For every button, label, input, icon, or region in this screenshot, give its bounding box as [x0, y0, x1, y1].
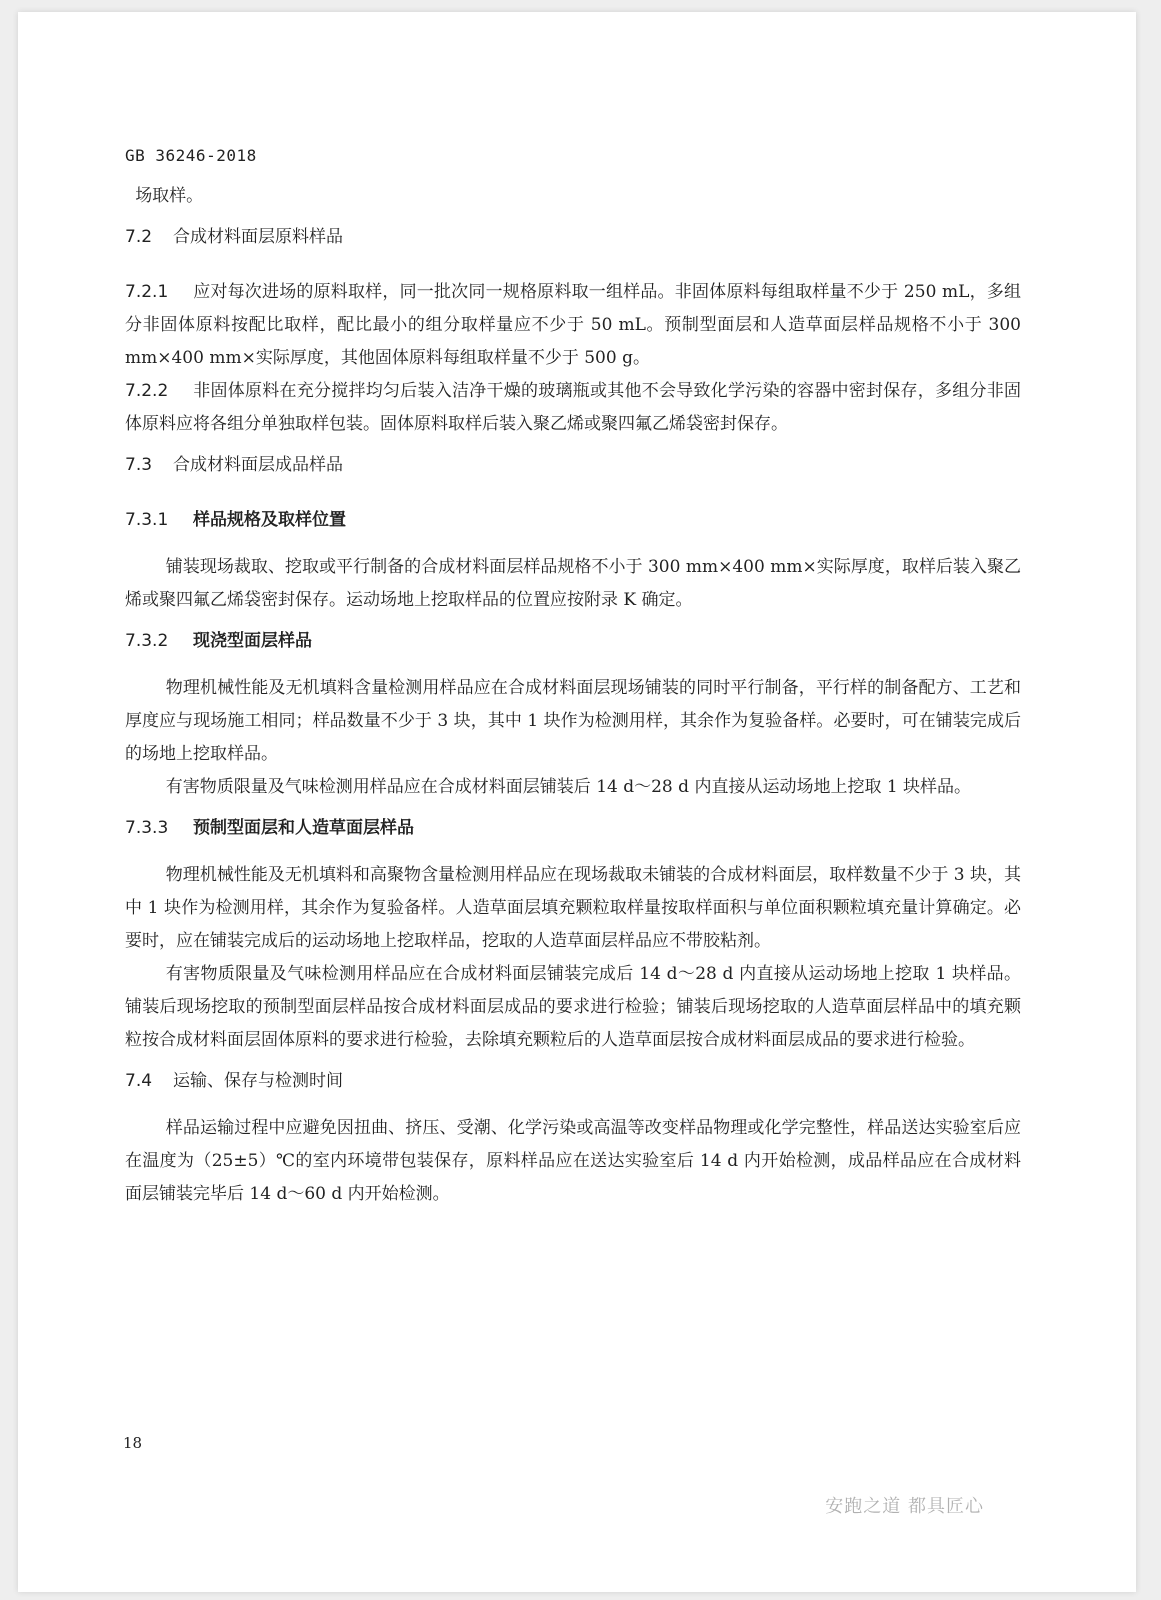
clause-text: 非固体原料在充分搅拌均匀后装入洁净干燥的玻璃瓶或其他不会导致化学污染的容器中密封保存，多组分非固体原料应将各组分单独取样包装。固体原料取样后装入聚乙烯或聚四氟乙烯袋密封保存。 — [125, 381, 1021, 434]
paragraph-7-3-2-b: 有害物质限量及气味检测用样品应在合成材料面层铺装后 14 d～28 d 内直接从运动场地上挖取 1 块样品。 — [165, 777, 972, 797]
section-title: 现浇型面层样品 — [193, 631, 312, 651]
document-body — [125, 180, 1021, 1211]
section-number: 7.3 — [125, 455, 153, 475]
paragraph-7-3-3-a: 物理机械性能及无机填料和高聚物含量检测用样品应在现场裁取未铺装的合成材料面层，取样数量不少于 3 块，其中 1 块作为检测用样，其余作为复验备样。人造草面层填充颗粒取样量按取样面积与单位面积颗粒填充量计算确定。必要时，应在铺装完成后的运动场地上挖取样品，挖取的人造草面层样品应不带胶粘剂。 — [125, 865, 1021, 951]
section-title: 预制型面层和人造草面层样品 — [193, 818, 414, 838]
section-7-3-heading — [125, 449, 1021, 482]
document-page — [18, 12, 1136, 1592]
section-number: 7.3.3 — [125, 818, 169, 838]
clause-number: 7.2.2 — [125, 381, 169, 401]
continued-paragraph: 场取样。 — [135, 186, 204, 206]
paragraph-7-3-2-a: 物理机械性能及无机填料含量检测用样品应在合成材料面层现场铺装的同时平行制备，平行样的制备配方、工艺和厚度应与现场施工相同；样品数量不少于 3 块，其中 1 块作为检测用样，其余作为复验备样。必要时，可在铺装完成后的场地上挖取样品。 — [125, 678, 1021, 764]
section-7-3-3-heading — [125, 812, 1021, 845]
section-7-3-1-heading — [125, 504, 1021, 537]
page-number: 18 — [123, 1434, 143, 1452]
clause-7-2-2 — [125, 375, 1021, 441]
clause-7-2-1 — [125, 276, 1021, 375]
section-7-4-heading — [125, 1065, 1021, 1098]
section-number: 7.4 — [125, 1071, 153, 1091]
paragraph-7-3-3-b: 有害物质限量及气味检测用样品应在合成材料面层铺装完成后 14 d～28 d 内直接从运动场地上挖取 1 块样品。铺装后现场挖取的预制型面层样品按合成材料面层成品的要求进行检验；铺装后现场挖取的人造草面层样品中的填充颗粒按合成材料面层固体原料的要求进行检验，去除填充颗粒后的人造草面层按合成材料面层成品的要求进行检验。 — [125, 964, 1021, 1050]
section-title: 运输、保存与检测时间 — [173, 1071, 343, 1091]
section-number: 7.2 — [125, 227, 153, 247]
section-number: 7.3.1 — [125, 510, 169, 530]
watermark-text: 安跑之道 都具匠心 — [825, 1496, 984, 1517]
document-code: GB 36246-2018 — [125, 146, 257, 165]
clause-text: 应对每次进场的原料取样，同一批次同一规格原料取一组样品。非固体原料每组取样量不少于 250 mL，多组分非固体原料按配比取样，配比最小的组分取样量应不少于 50 mL。预制型面层和人造草面层样品规格不小于 300 mm×400 mm×实际厚度，其他固体原料每组取样量不少于 500 g。 — [125, 282, 1021, 368]
section-7-2-heading — [125, 221, 1021, 254]
paragraph-7-4: 样品运输过程中应避免因扭曲、挤压、受潮、化学污染或高温等改变样品物理或化学完整性，样品送达实验室后应在温度为（25±5）℃的室内环境带包装保存，原料样品应在送达实验室后 14 d 内开始检测，成品样品应在合成材料面层铺装完毕后 14 d～60 d 内开始检测。 — [125, 1118, 1021, 1204]
section-title: 合成材料面层成品样品 — [173, 455, 343, 475]
section-number: 7.3.2 — [125, 631, 169, 651]
section-7-3-2-heading — [125, 625, 1021, 658]
section-title: 合成材料面层原料样品 — [173, 227, 343, 247]
section-title: 样品规格及取样位置 — [193, 510, 346, 530]
paragraph-7-3-1: 铺装现场裁取、挖取或平行制备的合成材料面层样品规格不小于 300 mm×400 mm×实际厚度，取样后装入聚乙烯或聚四氟乙烯袋密封保存。运动场地上挖取样品的位置应按附录 K 确定。 — [125, 557, 1021, 610]
clause-number: 7.2.1 — [125, 282, 169, 302]
